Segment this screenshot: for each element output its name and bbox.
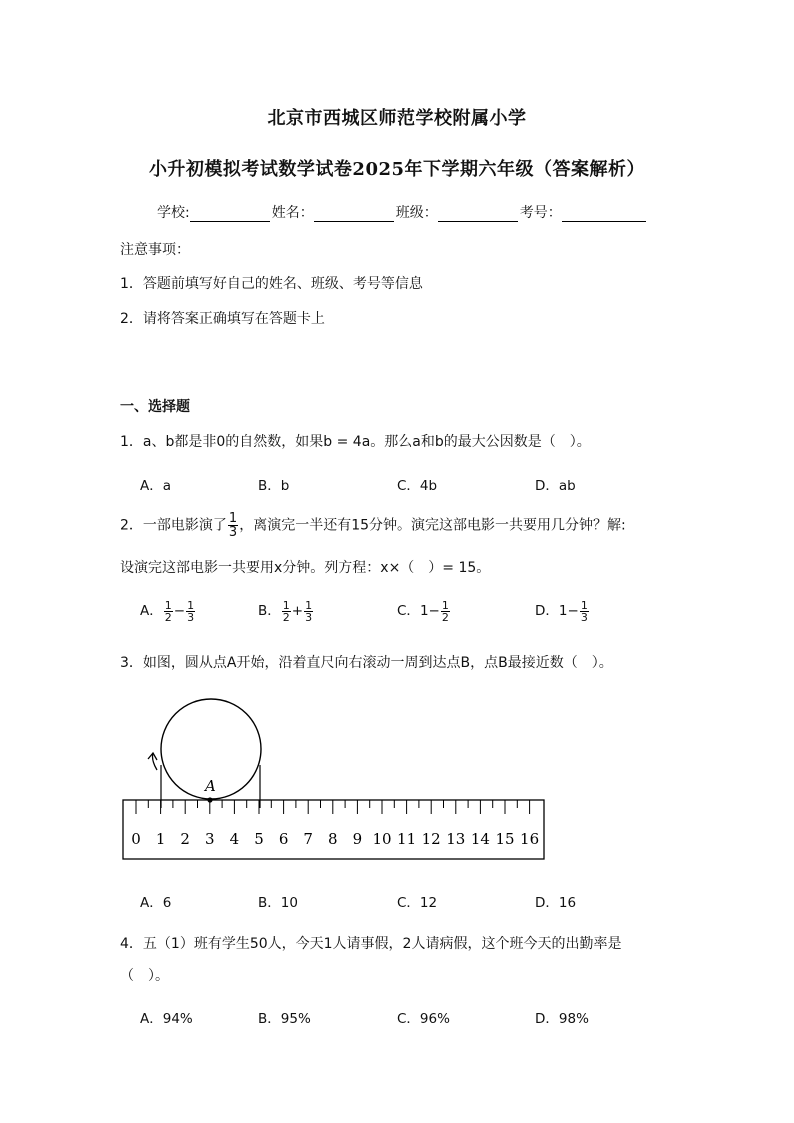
- ruler-ticks: [136, 800, 530, 814]
- q2-option-b-label: B．: [258, 603, 281, 619]
- q2-stem-fraction: [228, 512, 238, 539]
- q2-option-c-label: C．: [397, 603, 420, 619]
- q1-option-d[interactable]: D．ab: [535, 478, 576, 494]
- number-blank[interactable]: [562, 205, 646, 222]
- ruler-number: 5: [254, 830, 264, 848]
- section-heading: 一、选择题: [120, 399, 190, 415]
- q2-stem-frac-den: 3: [228, 525, 238, 540]
- school-title: 北京市西城区师范学校附属小学: [267, 108, 527, 129]
- ruler-number: 12: [421, 830, 441, 848]
- q2-c-frac-num: 1: [441, 598, 449, 612]
- question-4-stem-line1: 4．五（1）班有学生50人，今天1人请事假，2人请病假，这个班今天的出勤率是: [120, 936, 622, 952]
- ruler-number: 10: [372, 830, 392, 848]
- q2-option-a[interactable]: [140, 599, 196, 623]
- school-blank[interactable]: [190, 205, 270, 222]
- q3-option-a[interactable]: A．6: [140, 895, 172, 911]
- q1-option-a[interactable]: A．a: [140, 478, 172, 494]
- q2-a-frac2-den: 3: [187, 610, 195, 624]
- q2-a-frac1-num: 1: [164, 598, 172, 612]
- number-label: 考号：: [519, 205, 562, 221]
- ruler-number: 14: [470, 830, 490, 848]
- q2-a-frac2-num: 1: [187, 598, 195, 612]
- q2-c-frac-den: 2: [441, 610, 449, 624]
- q2-d-frac-num: 1: [580, 598, 588, 612]
- ruler-number: 7: [303, 830, 313, 848]
- q2-b-operator: +: [291, 603, 304, 619]
- ruler-number: 4: [229, 830, 240, 848]
- question-2-stem-line2: 设演完这部电影一共要用x分钟。列方程：x×（ ）= 15。: [120, 560, 491, 576]
- ruler-number: 1: [155, 830, 166, 848]
- q3-option-d[interactable]: D．16: [535, 895, 577, 911]
- q2-c-whole: 1: [419, 603, 429, 619]
- q3-option-c[interactable]: C．12: [397, 895, 438, 911]
- notes-heading: 注意事项：: [120, 242, 190, 258]
- q2-a-operator: −: [173, 603, 186, 619]
- ruler-number: 15: [495, 830, 515, 848]
- q2-option-b[interactable]: [258, 599, 314, 623]
- q2-option-d-label: D．: [535, 603, 559, 619]
- ruler-number: 11: [397, 830, 417, 848]
- question-4-stem-line2: （ ）。: [120, 968, 169, 984]
- rolling-circle-ruler-figure: [115, 695, 555, 870]
- q2-a-frac1-den: 2: [164, 610, 172, 624]
- q1-option-c[interactable]: C．4b: [397, 478, 438, 494]
- q2-d-operator: −: [567, 603, 579, 619]
- q2-stem-frac-num: 1: [228, 511, 238, 526]
- student-info-line: [157, 202, 648, 222]
- q2-stem-part-b: ，离演完一半还有15分钟。演完这部电影一共要用几分钟？解:: [239, 517, 626, 534]
- question-2-stem: [120, 512, 626, 539]
- ruler-number: 16: [520, 830, 540, 848]
- point-a-label: A: [205, 777, 216, 795]
- notes-item-2: 2．请将答案正确填写在答题卡上: [120, 311, 325, 327]
- q3-option-b[interactable]: B．10: [258, 895, 298, 911]
- q2-stem-part-a: 2．一部电影演了: [120, 517, 227, 534]
- name-blank[interactable]: [314, 205, 394, 222]
- q2-b-frac1-den: 2: [282, 610, 290, 624]
- q2-b-frac2-den: 3: [305, 610, 313, 624]
- ruler-number: 3: [205, 830, 215, 848]
- ruler-number: 8: [328, 830, 338, 848]
- q1-option-b[interactable]: B．b: [258, 478, 290, 494]
- q2-b-frac1-num: 1: [282, 598, 290, 612]
- question-3-stem: 3．如图，圆从点A开始，沿着直尺向右滚动一周到达点B，点B最接近数（ ）。: [120, 655, 613, 671]
- ruler-number: 2: [180, 830, 190, 848]
- q2-c-operator: −: [428, 603, 440, 619]
- q2-d-frac-den: 3: [580, 610, 588, 624]
- question-1-stem: 1．a、b都是非0的自然数，如果b = 4a。那么a和b的最大公因数是（ ）。: [120, 434, 591, 450]
- q4-option-a[interactable]: A．94%: [140, 1011, 193, 1027]
- ruler-number: 9: [352, 830, 363, 848]
- q4-option-d[interactable]: D．98%: [535, 1011, 589, 1027]
- q2-option-c[interactable]: [397, 599, 451, 623]
- q2-option-d[interactable]: [535, 599, 590, 623]
- ruler-number: 6: [278, 830, 289, 848]
- ruler-labels: [131, 830, 539, 848]
- notes-item-1: 1．答题前填写好自己的姓名、班级、考号等信息: [120, 276, 423, 292]
- class-label: 班级：: [395, 205, 438, 221]
- exam-title: 小升初模拟考试数学试卷2025年下学期六年级（答案解析）: [148, 159, 646, 180]
- school-label: 学校:: [157, 205, 190, 221]
- ruler-number: 13: [446, 830, 466, 848]
- q4-option-b[interactable]: B．95%: [258, 1011, 311, 1027]
- q2-option-a-label: A．: [140, 603, 163, 619]
- name-label: 姓名：: [271, 205, 314, 221]
- q2-b-frac2-num: 1: [305, 598, 313, 612]
- ruler-number: 0: [131, 830, 141, 848]
- q2-d-whole: 1: [558, 603, 568, 619]
- q4-option-c[interactable]: C．96%: [397, 1011, 450, 1027]
- class-blank[interactable]: [438, 205, 518, 222]
